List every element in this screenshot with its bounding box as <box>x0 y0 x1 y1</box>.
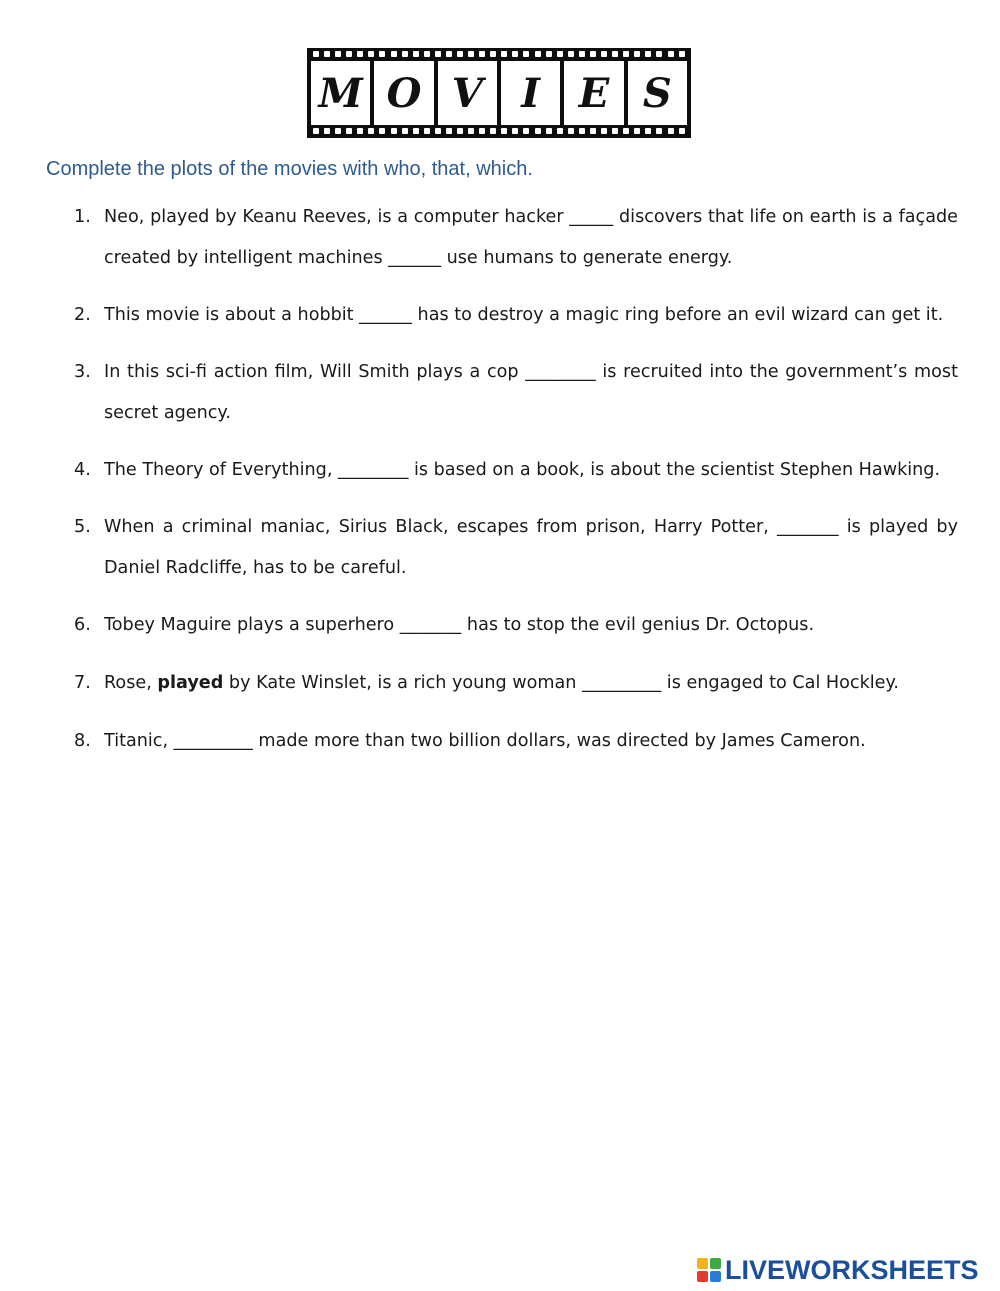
question-item <box>70 605 958 646</box>
question-text: Neo, played by Keanu Reeves, is a computer hacker _____ discovers that life on earth is a façade created by intelligent machines ______ use humans to generate energy. <box>104 207 958 268</box>
title-letter-frame: O <box>374 61 433 125</box>
logo-block <box>710 1271 721 1282</box>
movies-filmstrip-title <box>307 48 691 138</box>
question-text: When a criminal maniac, Sirius Black, escapes from prison, Harry Potter, _______ is played by Daniel Radcliffe, has to be careful. <box>104 517 958 578</box>
question-text: Tobey Maguire plays a superhero _______ has to stop the evil genius Dr. Octopus. <box>104 615 815 635</box>
filmstrip-bottom-perforations <box>313 128 685 135</box>
title-letter-frame: M <box>311 61 370 125</box>
logo-blocks-icon <box>697 1258 721 1282</box>
logo-block <box>697 1258 708 1269</box>
question-number: 7. <box>74 673 91 693</box>
question-number: 4. <box>74 460 91 480</box>
question-number: 5. <box>74 517 91 537</box>
question-text: This movie is about a hobbit ______ has to destroy a magic ring before an evil wizard can get it. <box>104 305 944 325</box>
question-text: The Theory of Everything, ________ is based on a book, is about the scientist Stephen Hawking. <box>104 460 941 480</box>
question-item <box>70 450 958 491</box>
question-item <box>70 721 958 762</box>
question-number: 8. <box>74 731 91 751</box>
title-letter-frame: E <box>564 61 623 125</box>
logo-block <box>710 1258 721 1269</box>
question-item <box>70 663 958 704</box>
question-text-end: by Kate Winslet, is a rich young woman _________ is engaged to Cal Hockley. <box>223 673 899 693</box>
filmstrip-top-perforations <box>313 51 685 58</box>
logo-text: LIVEWORKSHEETS <box>725 1254 979 1285</box>
question-list <box>70 197 958 779</box>
question-item <box>70 197 958 279</box>
title-letter-frame: I <box>501 61 560 125</box>
question-text-start: Rose, <box>104 673 158 693</box>
filmstrip-frames <box>311 61 687 125</box>
question-number: 1. <box>74 207 91 227</box>
liveworksheets-logo <box>697 1252 979 1288</box>
title-letter-frame: S <box>628 61 687 125</box>
question-text: Titanic, _________ made more than two billion dollars, was directed by James Cameron. <box>104 731 866 751</box>
question-bold-word: played <box>157 673 224 693</box>
title-letter-frame: V <box>438 61 497 125</box>
question-item <box>70 507 958 589</box>
question-item <box>70 295 958 336</box>
logo-block <box>697 1271 708 1282</box>
question-item <box>70 352 958 434</box>
question-number: 3. <box>74 362 91 382</box>
question-text: In this sci-fi action film, Will Smith plays a cop ________ is recruited into the government’s most secret agency. <box>104 362 958 423</box>
question-number: 2. <box>74 305 91 325</box>
instruction-heading: Complete the plots of the movies with who, that, which. <box>46 158 533 180</box>
question-number: 6. <box>74 615 91 635</box>
